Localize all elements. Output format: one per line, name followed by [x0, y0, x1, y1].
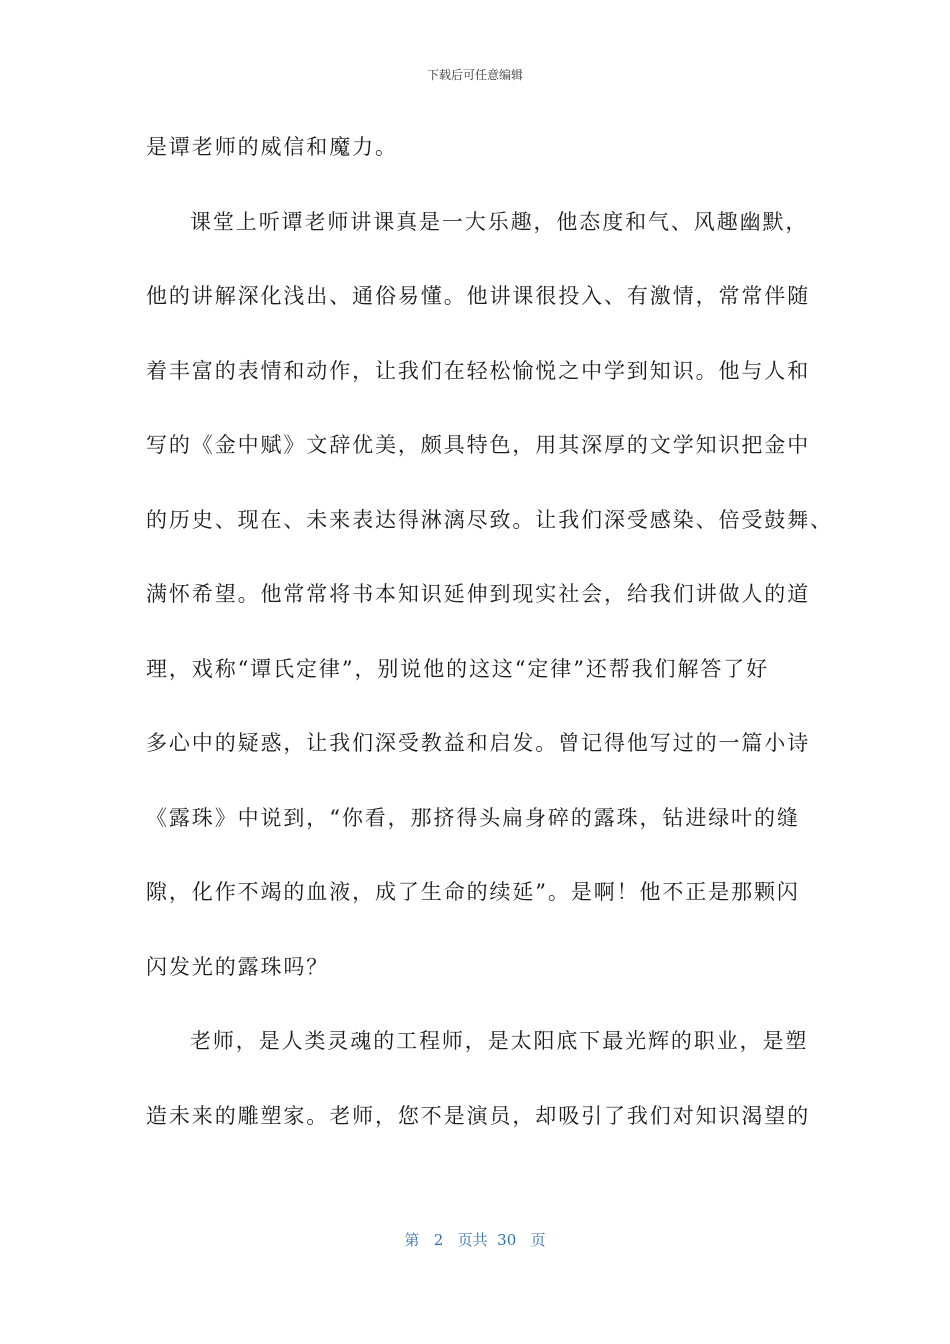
text-line: 满怀希望。他常常将书本知识延伸到现实社会，给我们讲做人的道	[146, 582, 811, 606]
paragraph-start-line: 课堂上听谭老师讲课真是一大乐趣，他态度和气、风趣幽默，	[190, 209, 809, 234]
total-pages-number: 30	[497, 1231, 517, 1249]
text-line: 写的《金中赋》文辞优美，颇具特色，用其深厚的文学知识把金中	[146, 433, 811, 457]
text-line: 隙，化作不竭的血液，成了生命的续延”。是啊！他不正是那颗闪	[146, 880, 800, 904]
text-line: 理，戏称“谭氏定律”，别说他的这这“定律”还帮我们解答了好	[146, 656, 770, 681]
text-line: 着丰富的表情和动作，让我们在轻松愉悦之中学到知识。他与人和	[146, 358, 811, 383]
page-label-suffix: 页	[530, 1231, 546, 1249]
text-line: 《露珠》中说到，“你看，那挤得头扁身碎的露珠，钻进绿叶的缝	[146, 805, 800, 830]
text-line: 的历史、现在、未来表达得淋漓尽致。让我们深受感染、倍受鼓舞、	[146, 507, 833, 532]
page-header-note: 下载后可任意编辑	[426, 68, 523, 82]
page-label-mid: 页共	[457, 1231, 488, 1249]
text-line: 闪发光的露珠吗？	[146, 954, 330, 979]
text-line: 多心中的疑惑，让我们深受教益和启发。曾记得他写过的一篇小诗	[146, 731, 811, 755]
paragraph-start-line: 老师，是人类灵魂的工程师，是太阳底下最光辉的职业，是塑	[190, 1029, 809, 1053]
text-line: 是谭老师的威信和魔力。	[146, 135, 398, 159]
current-page-number: 2	[433, 1231, 444, 1249]
text-line: 他的讲解深化浅出、通俗易懂。他讲课很投入、有激情，常常伴随	[146, 284, 811, 308]
page-label-prefix: 第	[404, 1231, 420, 1249]
text-line: 造未来的雕塑家。老师，您不是演员，却吸引了我们对知识渴望的	[146, 1103, 811, 1128]
document-body	[146, 127, 833, 1170]
page-footer	[0, 1229, 950, 1250]
